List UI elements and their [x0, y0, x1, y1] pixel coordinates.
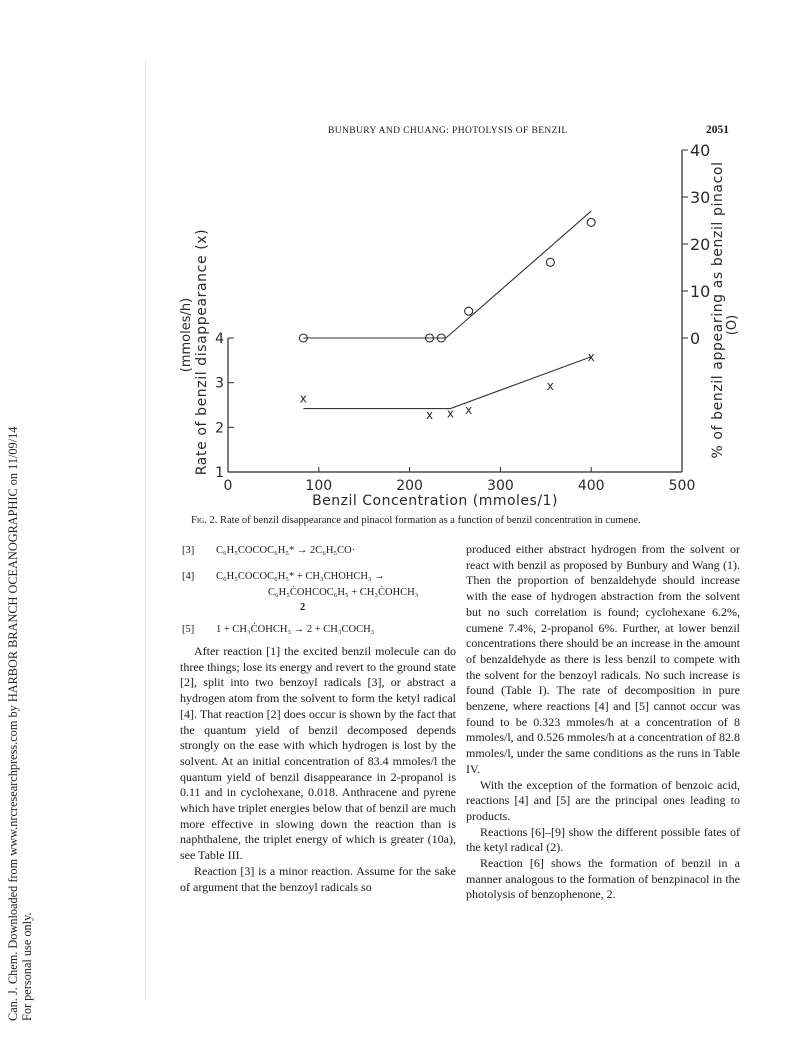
right-y-tick-label: 0 — [690, 329, 701, 348]
reaction-product-label: 2 — [300, 602, 306, 613]
download-notice: Can. J. Chem. Downloaded from www.nrcresearchpress.com by HARBOR BRANCH OCEANOGRAPHIC on 11/09/14 — [6, 426, 20, 1021]
x-tick-label: 300 — [487, 478, 514, 494]
paragraph: produced either abstract hydrogen from the solvent or react with benzil as proposed by Bunbury and Wang (1). Then the proportion of benzaldehyde should increase with the ease of hydrogen abstraction from the solvent but no such correlation is found; cyclohexane 6.2%, cumene 7.4%, 2-propanol 6%. Further, at lower benzil concentrations there should be an increase in the amount of benzaldehyde as there is less benzil to compete with the solvent for the benzoyl radicals. No such increase is found (Table I). The rate of decomposition in pure benzene, where reactions [4] and [5] cannot occur was found to be 0.323 mmoles/h at a concentration of 8 mmoles/l, and 0.526 mmoles/h at a concentration of 82.8 mmoles/l, under the same conditions as the runs in Table IV. — [466, 542, 740, 776]
reaction-equation: C₆H₅COCOC₆H₅* + CH₃CHOHCH₃ → — [216, 571, 385, 582]
circle-data-point — [546, 258, 554, 266]
left-y-tick-label: 3 — [215, 375, 224, 392]
left-y-tick-label: 2 — [215, 420, 224, 437]
cross-data-point: x — [465, 402, 473, 417]
circle-data-point — [587, 218, 595, 226]
figure-caption — [191, 515, 641, 526]
reaction-equation: 1 + CH₃ĊOHCH₃ → 2 + CH₃COCH₃ — [216, 624, 375, 635]
reaction-number: [4] — [182, 571, 195, 582]
left-y-axis-label: Rate of benzil disappearance (x) — [194, 228, 210, 476]
reaction-equation: C₆H₅COCOC₆H₅* → 2C₆H₅CO· — [216, 545, 356, 556]
running-title: BUNBURY AND CHUANG: PHOTOLYSIS OF BENZIL — [328, 126, 568, 136]
cross-data-point: x — [546, 378, 554, 393]
page-number: 2051 — [706, 124, 729, 136]
figure-2-chart — [160, 140, 740, 510]
paragraph: After reaction [1] the excited benzil molecule can do three things; lose its energy and revert to the ground state [2], split into two benzoyl radicals [3], or abstract a hydrogen atom from the solvent to form the ketyl radical [4]. That reaction [2] does occur is shown by the fact that the quantum yield of benzil decomposed depends strongly on the ease with which hydrogen is lost by the solvent. At an initial concentration of 83.4 mmoles/l the quantum yield of benzil disappearance in 2-propanol is 0.11 and in cyclohexane, 0.018. Anthracene and pyrene which have triplet energies below that of benzil are much more effective in slowing down the reaction than is naphthalene, the triplet energy of which is greater (10a), see Table III. — [180, 644, 456, 863]
x-tick-label: 100 — [305, 478, 333, 494]
reaction-number: [5] — [182, 624, 195, 635]
x-tick-label: 400 — [577, 478, 605, 494]
download-sidebar — [2, 6, 36, 1046]
cross-data-point: x — [587, 349, 595, 364]
right-y-tick-label: 10 — [690, 282, 711, 301]
cross-data-point: x — [299, 391, 307, 406]
left-y-axis-units: (mmoles/h) — [179, 297, 194, 373]
paragraph: Reaction [6] shows the formation of benzil in a manner analogous to the formation of benzpinacol in the photolysis of benzophenone, 2. — [466, 856, 740, 902]
paragraph: Reaction [3] is a minor reaction. Assume for the sake of argument that the benzoyl radicals so — [180, 863, 456, 894]
x-tick-label: 200 — [396, 478, 423, 494]
left-y-tick-label: 1 — [215, 465, 224, 481]
data-markers — [299, 218, 595, 421]
paragraph: With the exception of the formation of benzoic acid, reactions [4] and [5] are the principal ones leading to products. — [466, 777, 740, 823]
circle-data-point — [465, 307, 473, 315]
personal-use-notice: For personal use only. — [20, 912, 34, 1021]
cross-data-point: x — [446, 406, 455, 421]
axis-labels — [179, 161, 740, 509]
reaction-equation-cont: C₆H₅ĊOHCOC₆H₅ + CH₃ĊOHCH₃ — [268, 587, 419, 598]
right-y-tick-label: 20 — [690, 235, 711, 254]
right-y-tick-label: 40 — [690, 141, 711, 160]
caption-label: Fig. 2. — [191, 515, 218, 526]
chart-axes — [215, 141, 710, 494]
x-tick-label: 500 — [668, 478, 696, 494]
right-y-axis-label: % of benzil appearing as benzil pinacol — [710, 161, 726, 459]
reaction-number: [3] — [182, 545, 195, 556]
caption-text: Rate of benzil disappearance and pinacol formation as a function of benzil concentration in cumene. — [219, 515, 641, 526]
left-column — [180, 644, 456, 895]
paragraph: Reactions [6]–[9] show the different possible fates of the ketyl radical (2). — [466, 824, 740, 855]
cross-data-point: x — [426, 407, 434, 422]
right-y-tick-label: 30 — [690, 188, 711, 207]
x-axis-label: Benzil Concentration (mmoles/1) — [312, 493, 558, 509]
fit-line-o — [303, 211, 591, 338]
left-y-tick-label: 4 — [215, 331, 224, 347]
right-y-axis-symbol: (O) — [725, 314, 740, 336]
x-tick-label: 0 — [223, 478, 233, 494]
margin-rule — [145, 60, 146, 1000]
right-column — [466, 542, 740, 903]
